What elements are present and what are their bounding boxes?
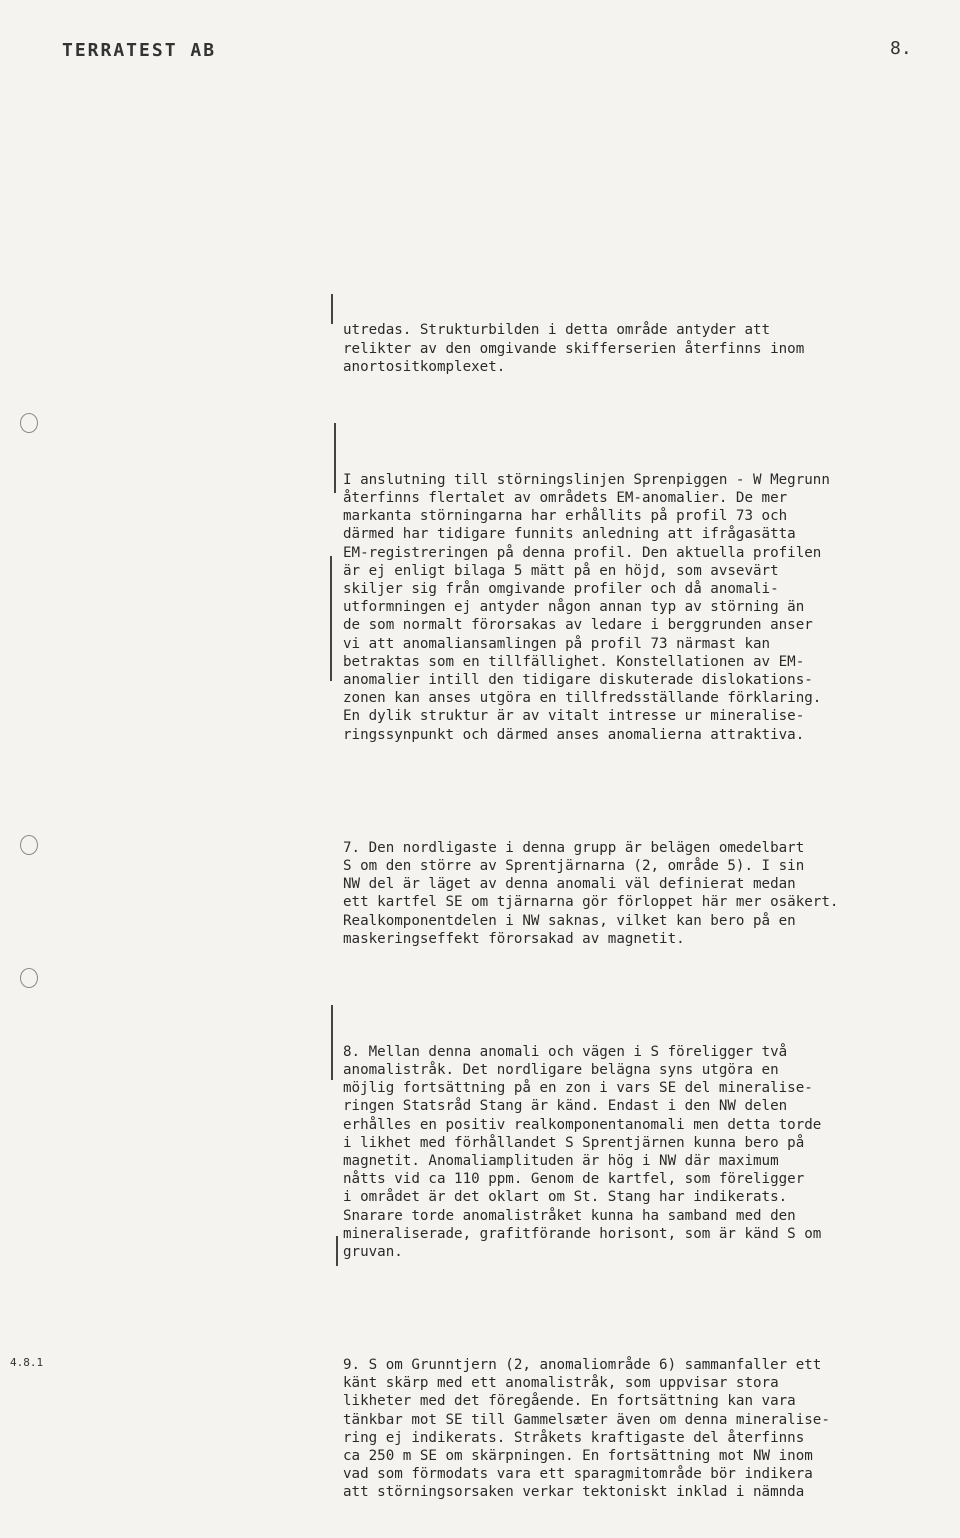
text-line: 8. Mellan denna anomali och vägen i S föreligger två [343, 1043, 788, 1060]
text-line: En dylik struktur är av vitalt intresse ur mineralise- [343, 708, 805, 725]
text-line: 7. Den nordligaste i denna grupp är belägen omedelbart [343, 839, 805, 856]
text-line: ringssynpunkt och därmed anses anomalierna attraktiva. [343, 726, 805, 743]
paragraph [343, 471, 943, 744]
margin-bar [331, 1005, 333, 1080]
text-line: mineraliserade, grafitförande horisont, som är känd S om [343, 1225, 822, 1242]
text-line: återfinns flertalet av områdets EM-anomalier. De mer [343, 490, 788, 507]
text-line: S om den större av Sprentjärnarna (2, område 5). I sin [343, 857, 805, 874]
binder-hole [20, 968, 38, 988]
margin-bar [330, 556, 332, 681]
text-line: Snarare torde anomalistråket kunna ha samband med den [343, 1207, 796, 1224]
text-line: betraktas som en tillfällighet. Konstellationen av EM- [343, 653, 805, 670]
text-line: är ej enligt bilaga 5 mätt på en höjd, som avsevärt [343, 562, 779, 579]
text-line: markanta störningarna har erhållits på profil 73 och [343, 508, 788, 525]
text-line: i likhet med förhållandet S Sprentjärnen kunna bero på [343, 1134, 805, 1151]
text-line: anortositkomplexet. [343, 358, 506, 375]
margin-bar [334, 423, 336, 493]
paragraph [343, 839, 943, 948]
text-line: möjlig fortsättning på en zon i vars SE del mineralise- [343, 1080, 813, 1097]
text-line: de som normalt förorsakas av ledare i berggrunden anser [343, 617, 813, 634]
text-line: i området är det oklart om St. Stang har indikerats. [343, 1189, 788, 1206]
text-line: nåtts vid ca 110 ppm. Genom de kartfel, som föreligger [343, 1171, 805, 1188]
body-text [343, 285, 943, 1538]
text-line: I anslutning till störningslinjen Sprenpiggen - W Megrunn [343, 471, 830, 488]
text-line: magnetit. Anomaliamplituden är hög i NW där maximum [343, 1152, 779, 1169]
text-line: skiljer sig från omgivande profiler och då anomali- [343, 581, 779, 598]
text-line: att störningsorsaken verkar tektoniskt inklad i nämnda [343, 1484, 805, 1501]
binder-hole [20, 413, 38, 433]
paragraph [343, 1356, 943, 1502]
text-line: EM-registreringen på denna profil. Den aktuella profilen [343, 544, 822, 561]
binder-hole [20, 835, 38, 855]
paragraph [343, 1043, 943, 1261]
margin-bar [336, 1236, 338, 1266]
text-line: tänkbar mot SE till Gammelsæter även om denna mineralise- [343, 1411, 830, 1428]
page-number: 8. [890, 38, 912, 59]
text-line: vad som förmodats vara ett sparagmitområde bör indikera [343, 1466, 813, 1483]
text-line: zonen kan anses utgöra en tillfredsställande förklaring. [343, 690, 822, 707]
text-line: 9. S om Grunntjern (2, anomaliområde 6) sammanfaller ett [343, 1356, 822, 1373]
text-line: gruvan. [343, 1243, 403, 1260]
text-line: Realkomponentdelen i NW saknas, vilket kan bero på en [343, 912, 796, 929]
margin-bar [331, 294, 333, 324]
text-line: relikter av den omgivande skifferserien återfinns inom [343, 340, 805, 357]
text-line: ett kartfel SE om tjärnarna gör förloppet här mer osäkert. [343, 894, 839, 911]
text-line: utformningen ej antyder någon annan typ av störning än [343, 599, 805, 616]
text-line: känt skärp med ett anomalistråk, som uppvisar stora [343, 1375, 779, 1392]
text-line: ring ej indikerats. Stråkets kraftigaste del återfinns [343, 1429, 805, 1446]
footer-code: 4.8.1 [10, 1356, 44, 1369]
company-name: TERRATEST AB [62, 40, 217, 61]
text-line: ringen Statsråd Stang är känd. Endast i den NW delen [343, 1098, 788, 1115]
text-line: anomalier intill den tidigare diskuterade dislokations- [343, 672, 813, 689]
text-line: erhålles en positiv realkomponentanomali men detta torde [343, 1116, 822, 1133]
text-line: NW del är läget av denna anomali väl definierat medan [343, 876, 796, 893]
text-line: ca 250 m SE om skärpningen. En fortsättning mot NW inom [343, 1447, 813, 1464]
paragraph [343, 321, 943, 376]
text-line: anomalistråk. Det nordligare belägna syns utgöra en [343, 1061, 779, 1078]
text-line: utredas. Strukturbilden i detta område antyder att [343, 322, 771, 339]
text-line: därmed har tidigare funnits anledning att ifrågasätta [343, 526, 796, 543]
text-line: likheter med det föregående. En fortsättning kan vara [343, 1393, 796, 1410]
text-line: maskeringseffekt förorsakad av magnetit. [343, 930, 685, 947]
text-line: vi att anomaliansamlingen på profil 73 närmast kan [343, 635, 771, 652]
